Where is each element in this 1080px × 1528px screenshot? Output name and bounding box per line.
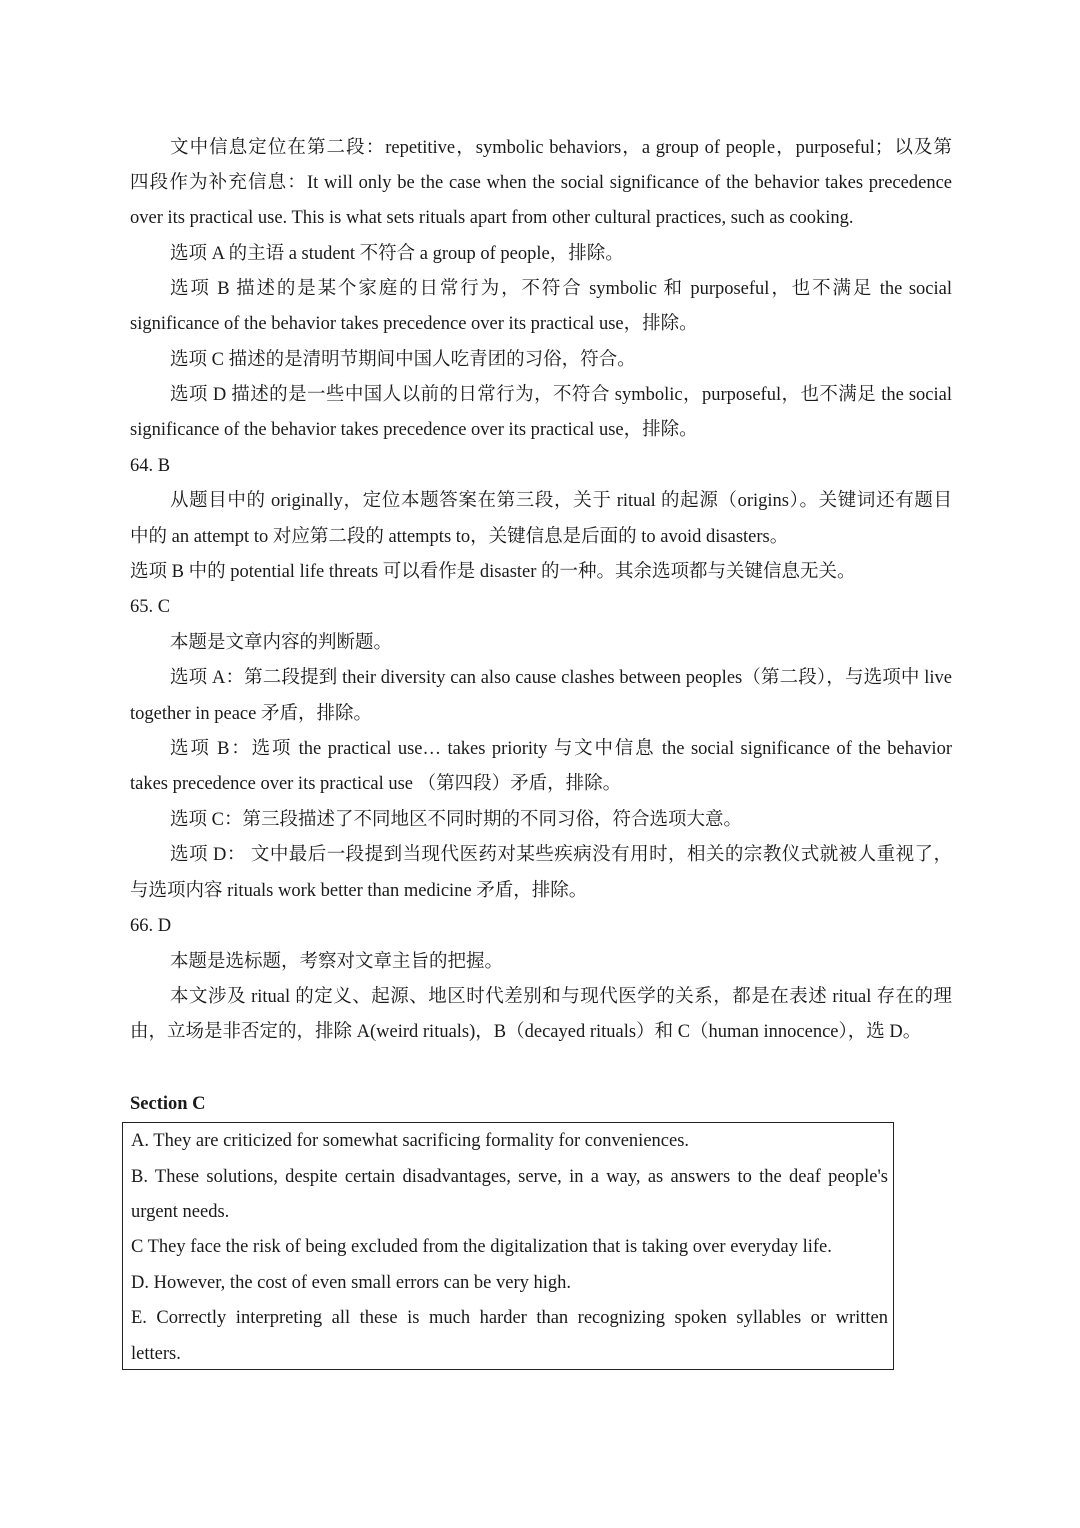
section-c-options-box xyxy=(122,1122,894,1370)
q66-heading: 66. D xyxy=(130,916,172,936)
q64-heading: 64. B xyxy=(130,456,171,476)
option-e-line: letters. xyxy=(131,1344,181,1364)
q64-line: 中的 an attempt to 对应第二段的 attempts to，关键信息是后面的 to avoid disasters。 xyxy=(130,527,789,547)
q65-option-b-line: 选项 B：选项 the practical use… takes priority 与文中信息 the social significance of the behavior xyxy=(170,739,952,759)
q65-heading: 65. C xyxy=(130,597,171,617)
option-d: D. However, the cost of even small errors can be very high. xyxy=(131,1273,572,1293)
q66-intro: 本题是选标题，考察对文章主旨的把握。 xyxy=(170,952,504,972)
q63-option-c: 选项 C 描述的是清明节期间中国人吃青团的习俗，符合。 xyxy=(170,350,636,370)
q65-option-d-line: 与选项内容 rituals work better than medicine 矛盾，排除。 xyxy=(130,881,588,901)
q64-line: 选项 B 中的 potential life threats 可以看作是 disaster 的一种。其余选项都与关键信息无关。 xyxy=(130,562,856,582)
option-b-line: B. These solutions, despite certain disadvantages, serve, in a way, as answers to the deaf people's xyxy=(131,1167,888,1187)
q63-paragraph-line: 文中信息定位在第二段：repetitive，symbolic behaviors，a group of people，purposeful；以及第 xyxy=(170,138,952,158)
q63-option-b-line: 选项 B 描述的是某个家庭的日常行为，不符合 symbolic 和 purposeful，也不满足 the social xyxy=(170,279,952,299)
q63-option-d-line: significance of the behavior takes precedence over its practical use，排除。 xyxy=(130,420,698,440)
q65-option-a-line: together in peace 矛盾，排除。 xyxy=(130,704,372,724)
section-c-heading: Section C xyxy=(130,1094,206,1114)
q65-option-d-line: 选项 D： 文中最后一段提到当现代医药对某些疾病没有用时，相关的宗教仪式就被人重视了， xyxy=(170,845,952,865)
q65-option-b-line: takes precedence over its practical use （第四段）矛盾，排除。 xyxy=(130,774,622,794)
q63-option-b-line: significance of the behavior takes precedence over its practical use，排除。 xyxy=(130,314,698,334)
q65-intro: 本题是文章内容的判断题。 xyxy=(170,633,393,653)
q65-option-c: 选项 C：第三段描述了不同地区不同时期的不同习俗，符合选项大意。 xyxy=(170,810,742,830)
option-c: C They face the risk of being excluded from the digitalization that is taking over everyday life. xyxy=(131,1237,832,1257)
q63-option-d-line: 选项 D 描述的是一些中国人以前的日常行为，不符合 symbolic，purposeful，也不满足 the social xyxy=(170,385,952,405)
q66-line: 本文涉及 ritual 的定义、起源、地区时代差别和与现代医学的关系，都是在表述 ritual 存在的理 xyxy=(170,987,952,1007)
q63-paragraph-line: over its practical use. This is what sets rituals apart from other cultural practices, such as cooking. xyxy=(130,208,854,228)
option-e-line: E. Correctly interpreting all these is much harder than recognizing spoken syllables or written xyxy=(131,1308,888,1328)
q64-line: 从题目中的 originally，定位本题答案在第三段，关于 ritual 的起源（origins）。关键词还有题目 xyxy=(170,491,952,511)
q63-paragraph-line: 四段作为补充信息：It will only be the case when the social significance of the behavior takes precedence xyxy=(130,173,952,193)
q65-option-a-line: 选项 A：第二段提到 their diversity can also cause clashes between peoples（第二段），与选项中 live xyxy=(170,668,952,688)
q63-option-a: 选项 A 的主语 a student 不符合 a group of people，排除。 xyxy=(170,244,624,264)
q66-line: 由，立场是非否定的，排除 A(weird rituals)，B（decayed rituals）和 C（human innocence），选 D。 xyxy=(130,1022,922,1042)
option-a: A. They are criticized for somewhat sacrificing formality for conveniences. xyxy=(131,1131,690,1151)
option-b-line: urgent needs. xyxy=(131,1202,230,1222)
